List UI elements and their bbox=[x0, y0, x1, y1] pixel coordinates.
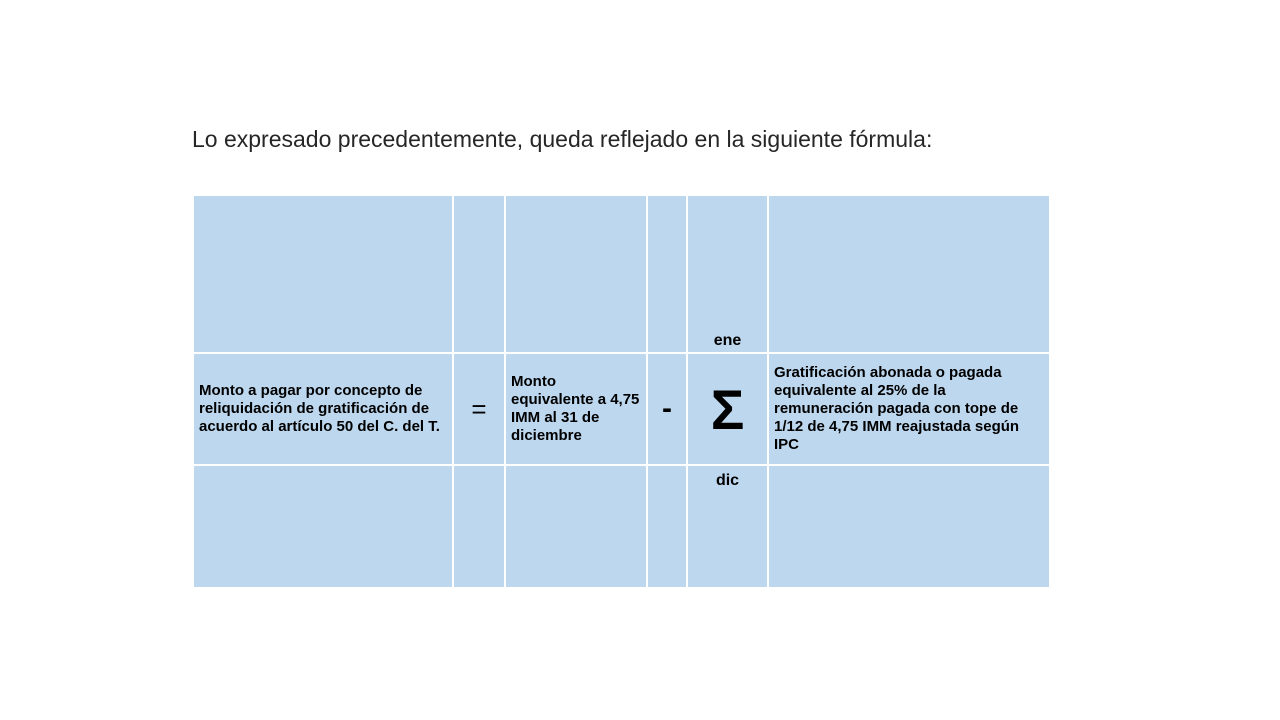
amount-term: Monto equivalente a 4,75 IMM al 31 de diciembre bbox=[505, 353, 647, 465]
empty-cell bbox=[453, 465, 505, 588]
formula-row-middle bbox=[193, 353, 1050, 465]
empty-cell bbox=[193, 465, 453, 588]
empty-cell bbox=[505, 195, 647, 353]
minus-sign: - bbox=[647, 353, 687, 465]
sum-upper-limit: ene bbox=[687, 195, 768, 353]
formula-table bbox=[192, 194, 1051, 589]
sum-lower-limit: dic bbox=[687, 465, 768, 588]
equals-sign: = bbox=[453, 353, 505, 465]
sigma-symbol: Σ bbox=[687, 353, 768, 465]
empty-cell bbox=[647, 465, 687, 588]
empty-cell bbox=[505, 465, 647, 588]
empty-cell bbox=[768, 465, 1050, 588]
empty-cell bbox=[647, 195, 687, 353]
formula-row-bottom bbox=[193, 465, 1050, 588]
formula-row-top bbox=[193, 195, 1050, 353]
intro-text: Lo expresado precedentemente, queda reflejado en la siguiente fórmula: bbox=[192, 126, 933, 152]
empty-cell bbox=[453, 195, 505, 353]
summand-term: Gratificación abonada o pagada equivalente al 25% de la remuneración pagada con tope de 1/12 de 4,75 IMM reajustada según IPC bbox=[768, 353, 1050, 465]
left-term: Monto a pagar por concepto de reliquidación de gratificación de acuerdo al artículo 50 del C. del T. bbox=[193, 353, 453, 465]
empty-cell bbox=[193, 195, 453, 353]
empty-cell bbox=[768, 195, 1050, 353]
